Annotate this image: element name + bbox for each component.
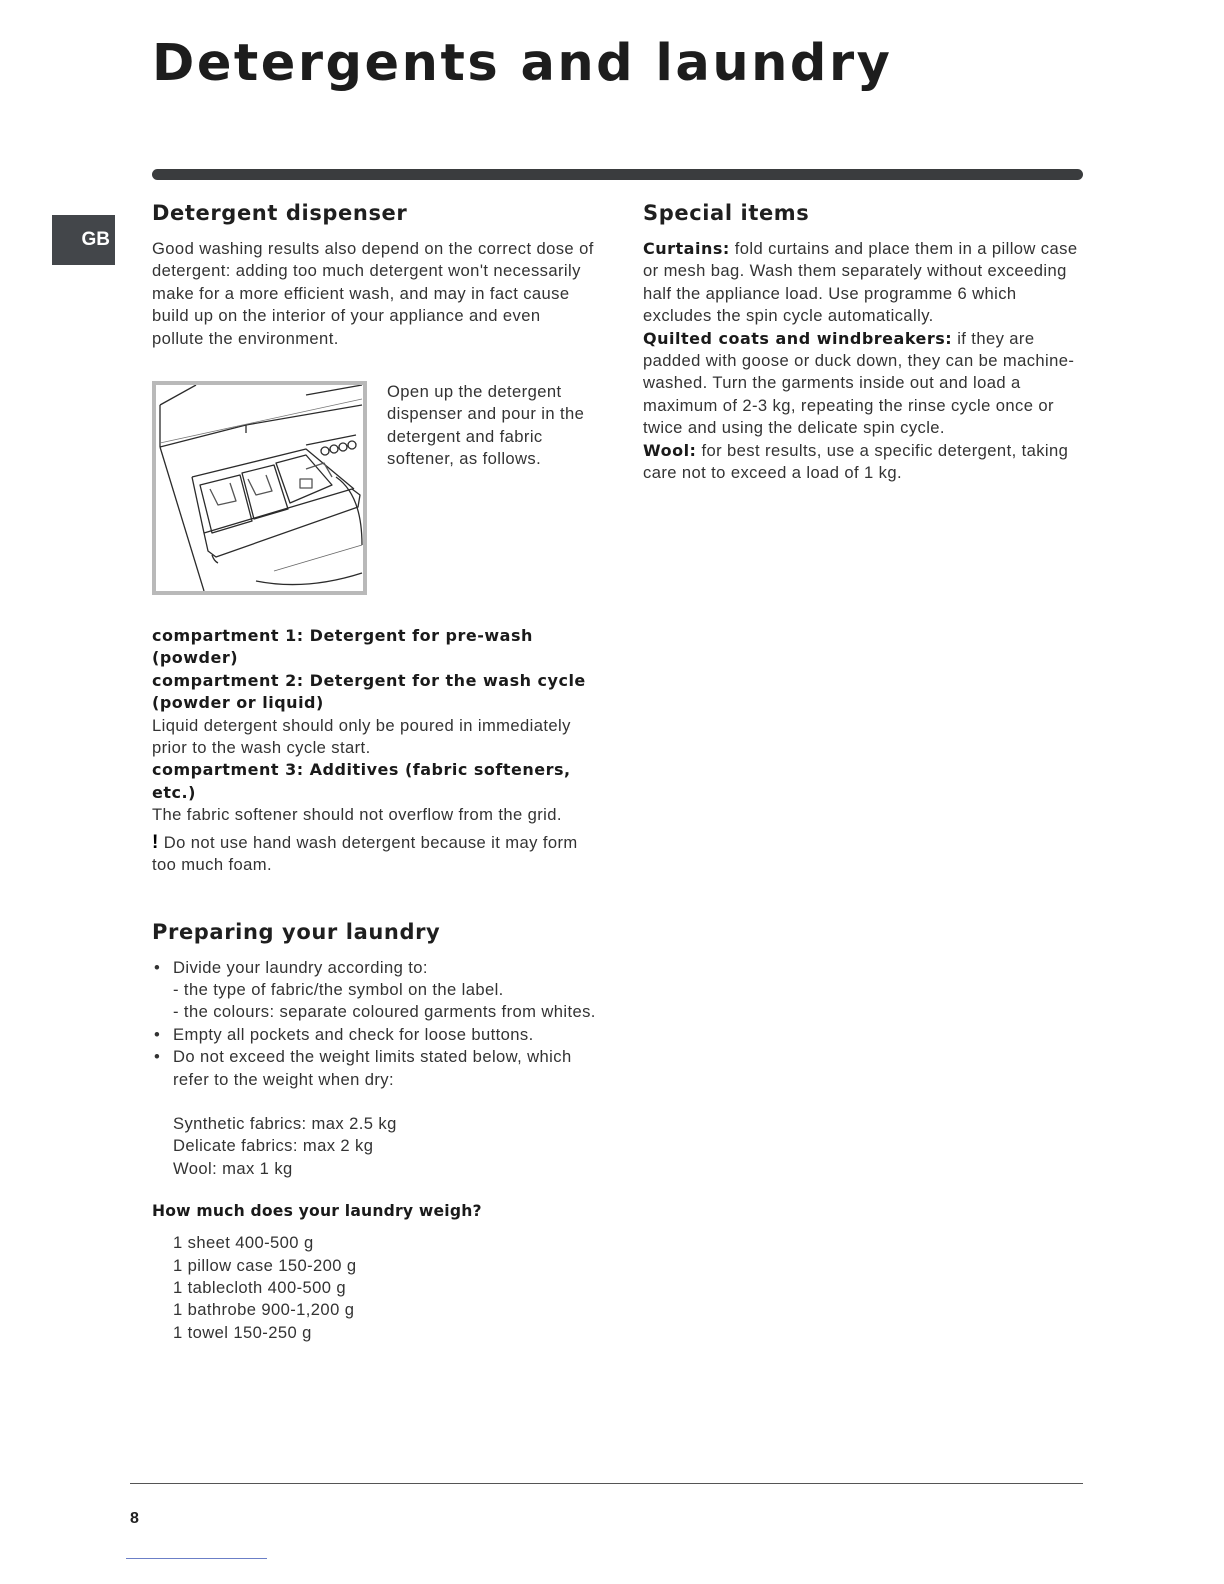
weight-limits: [152, 1113, 597, 1180]
curtains-label: Curtains:: [643, 239, 730, 258]
limit-line: Wool: max 1 kg: [173, 1158, 293, 1178]
limit-line: Synthetic fabrics: max 2.5 kg: [173, 1113, 397, 1133]
preparing-list: [152, 957, 597, 979]
preparing-heading: Preparing your laundry: [152, 919, 441, 944]
weight-line: 1 tablecloth 400-500 g: [173, 1277, 347, 1297]
compartment-list: [152, 625, 597, 876]
compartment-1-label: compartment 1: Detergent for pre-wash (powder): [152, 626, 533, 668]
list-item: • Do not exceed the weight limits stated below, which refer to the weight when dry:: [152, 1046, 597, 1091]
warning-icon: !: [152, 831, 159, 853]
compartment-2-label: compartment 2: Detergent for the wash cycle (powder or liquid): [152, 670, 586, 713]
quilted-paragraph: Quilted coats and windbreakers: if they are padded with goose or duck down, they can be machine-washed. Turn the garments inside out and load a maximum of 2-3 kg, repeating the rinse cycle once or twice and using the delicate spin cycle.: [643, 328, 1075, 438]
weight-line: 1 bathrobe 900-1,200 g: [173, 1300, 355, 1320]
preparing-section: [152, 917, 597, 1345]
compartment-2-note: Liquid detergent should only be poured in immediately prior to the wash cycle start.: [152, 715, 571, 758]
dispenser-figure-row: [152, 381, 597, 595]
warning-text: Do not use hand wash detergent because it may form too much foam.: [152, 832, 578, 875]
special-items-heading: Special items: [643, 201, 810, 225]
title-divider: [152, 169, 1083, 180]
page-number: 8: [130, 1510, 139, 1527]
language-tab: GB: [52, 215, 115, 265]
figure-caption: Open up the detergent dispenser and pour in the detergent and fabric softener, as follows.: [387, 382, 585, 469]
compartment-3-label: compartment 3: Additives (fabric softeners, etc.): [152, 760, 571, 802]
wool-paragraph: Wool: for best results, use a specific detergent, taking care not to exceed a load of 1 kg.: [643, 440, 1069, 483]
list-item: • Empty all pockets and check for loose buttons.: [152, 1024, 597, 1046]
limit-line: Delicate fabrics: max 2 kg: [173, 1136, 374, 1156]
left-column: [152, 198, 597, 1344]
footer-link-underline: [126, 1558, 267, 1559]
detergent-dispenser-heading: Detergent dispenser: [152, 201, 408, 225]
weight-line: 1 sheet 400-500 g: [173, 1233, 314, 1253]
sub-item-colours: - the colours: separate coloured garments from whites.: [173, 1002, 596, 1022]
warning-note: [152, 832, 597, 877]
page-title: Detergents and laundry: [152, 34, 893, 93]
list-item: • Divide your laundry according to:: [152, 957, 597, 979]
footer-divider: [130, 1483, 1083, 1484]
weigh-heading: How much does your laundry weigh?: [152, 1202, 482, 1221]
wool-label: Wool:: [643, 440, 697, 460]
quilted-label: Quilted coats and windbreakers:: [643, 328, 953, 348]
dispenser-intro: Good washing results also depend on the correct dose of detergent: adding too much detergent won't necessarily make for a more efficient wash, and may in fact cause build up on the interior of your appliance and even pollute the environment.: [152, 239, 594, 348]
compartment-3-note: The fabric softener should not overflow from the grid.: [152, 805, 562, 825]
right-column: [643, 198, 1088, 484]
sub-item-fabric: - the type of fabric/the symbol on the label.: [173, 979, 504, 999]
laundry-weights: [152, 1232, 597, 1344]
weight-line: 1 pillow case 150-200 g: [173, 1255, 357, 1275]
weight-line: 1 towel 150-250 g: [173, 1322, 312, 1342]
curtains-paragraph: Curtains: fold curtains and place them in a pillow case or mesh bag. Wash them separately without exceeding half the appliance load. Use programme 6 which excludes the spin cycle automatically.: [643, 239, 1078, 326]
dispenser-drawer-illustration: [152, 381, 367, 595]
